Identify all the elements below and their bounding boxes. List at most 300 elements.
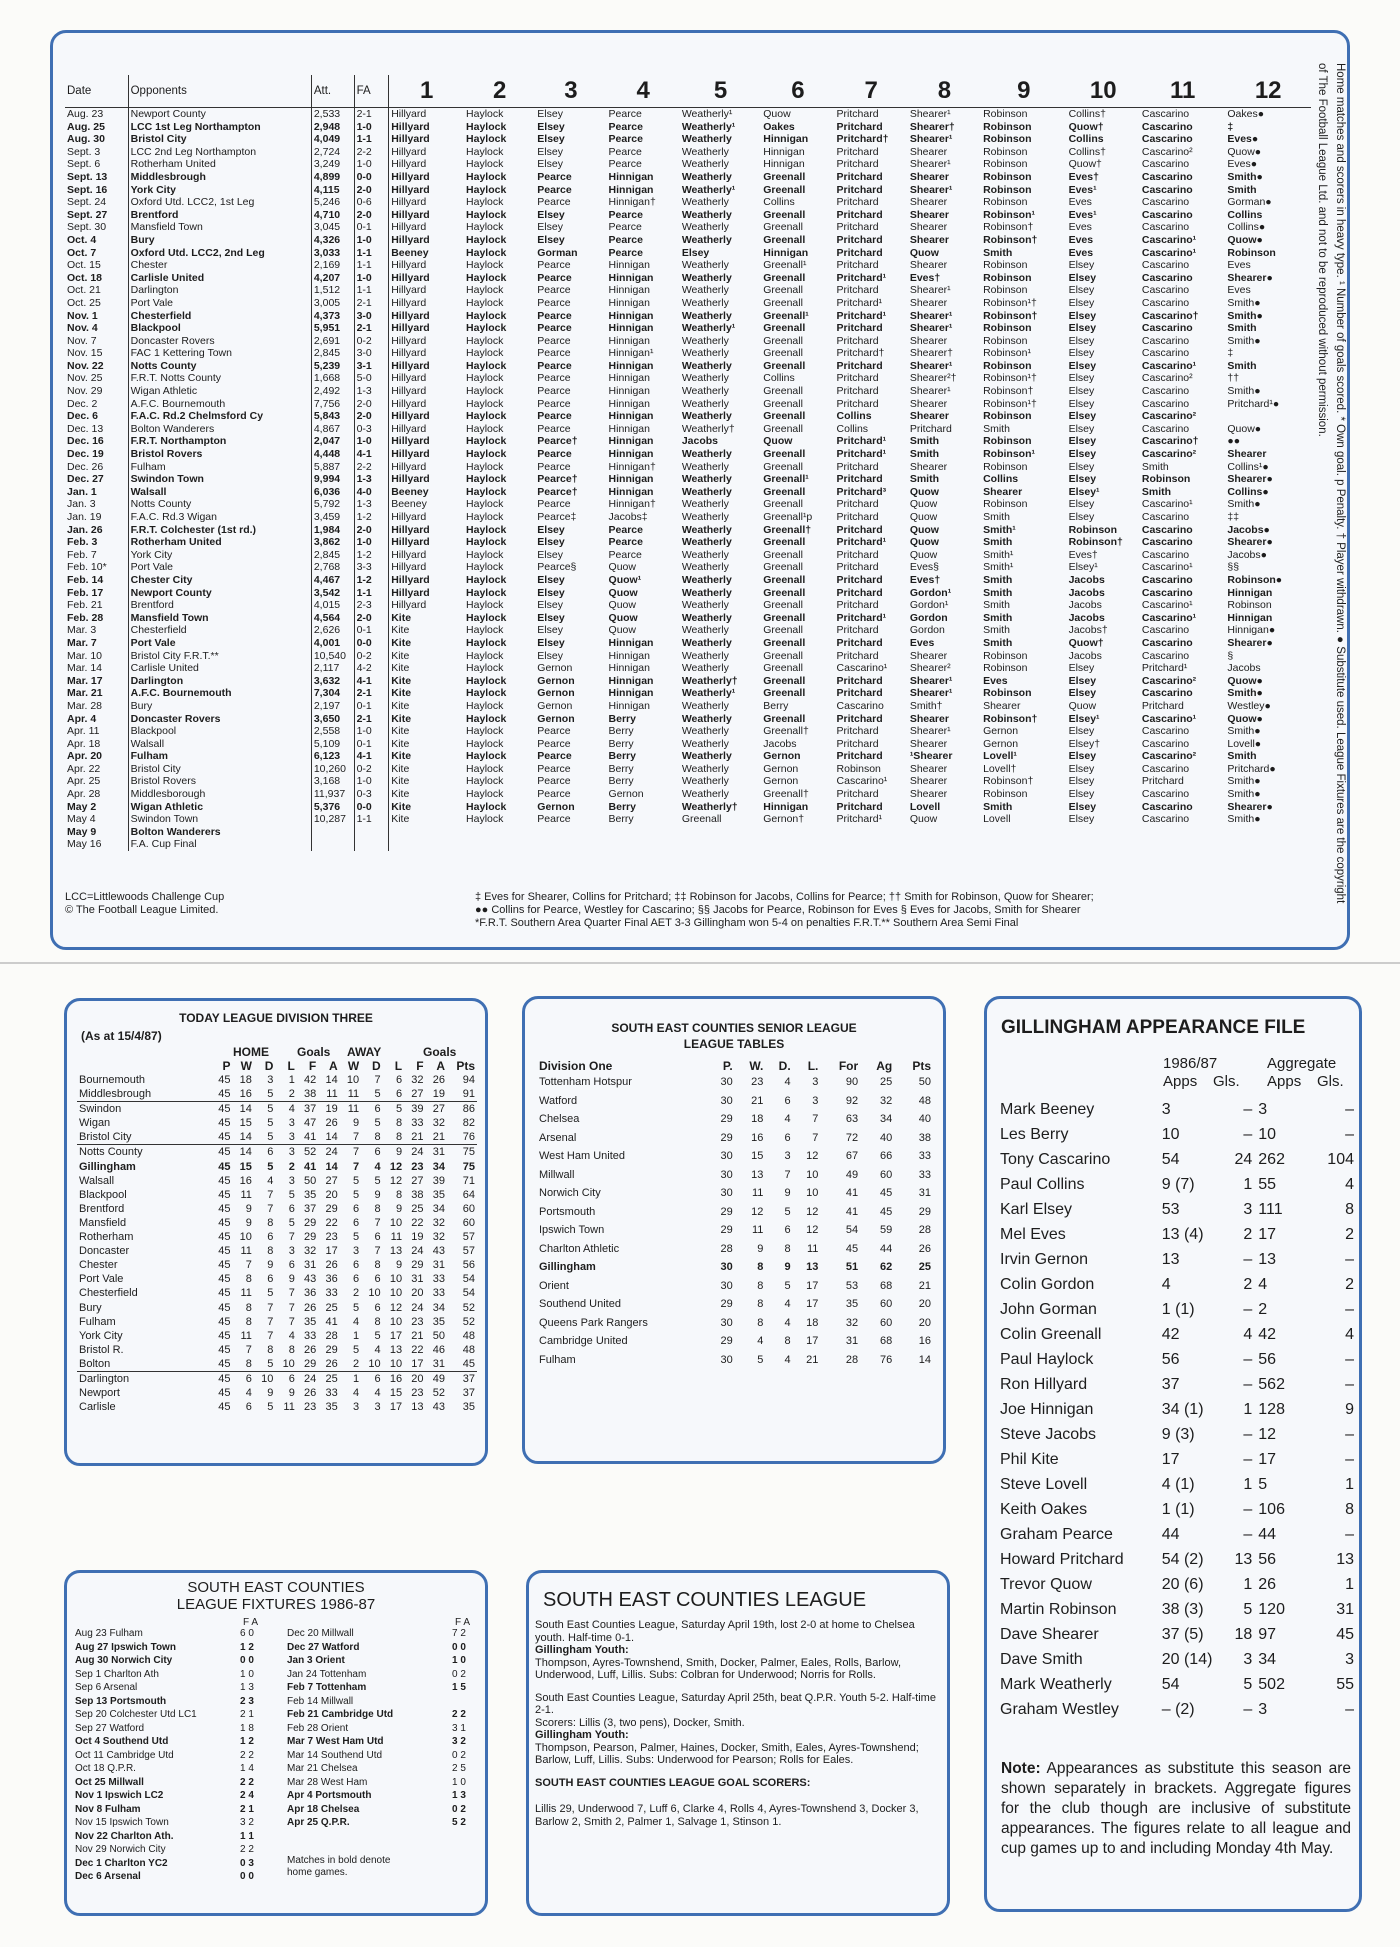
result-row	[65, 574, 1311, 587]
stat-cell: 30	[720, 1187, 733, 1199]
stat-cell: 18	[239, 1074, 252, 1086]
stat-cell: 9	[245, 1202, 252, 1215]
secsl-col: W.	[749, 1059, 764, 1073]
player-cell: Robinson	[983, 284, 1028, 297]
player-cell: Pritchard	[836, 208, 883, 221]
stat-cell: 6	[784, 1094, 791, 1107]
player-cell: Weatherly	[681, 737, 729, 750]
stat-cell: 45	[218, 1117, 231, 1130]
stat-cell: 34	[432, 1301, 445, 1314]
player-cell: Pritchard†	[836, 133, 889, 146]
team-name: Mansfield	[79, 1216, 127, 1229]
match-score: 1-0	[354, 158, 389, 171]
player-cell: Haylock	[466, 397, 504, 410]
player-cell: Kite	[389, 637, 464, 650]
stat-cell: 5	[267, 1287, 274, 1300]
stat-cell: 7	[353, 1160, 360, 1173]
player-cell: Jacobs	[1068, 586, 1105, 599]
match-score: 3-3	[354, 561, 389, 574]
stat-cell: 68	[880, 1335, 893, 1347]
stat-cell: 4	[784, 1113, 791, 1125]
match-score: 3-0	[354, 347, 389, 360]
stat-cell: 1	[353, 1329, 360, 1342]
player-cell: ¹Shearer	[909, 750, 953, 763]
stat-cell: 35	[304, 1188, 317, 1201]
player-cell: Greenall	[763, 573, 806, 586]
div3-title: TODAY LEAGUE DIVISION THREE	[179, 1011, 373, 1025]
appearance-stat: 3	[1243, 1651, 1253, 1668]
app-apps2: Apps	[1267, 1073, 1302, 1090]
sub-note-2: ●● Collins for Pearce, Westley for Cascarino; §§ Jacobs for Pearce, Robinson for Eves § Eves for Jacobs, Smith for Shearer	[475, 904, 1081, 916]
stat-cell: 5	[353, 1343, 360, 1356]
stat-cell: 91	[447, 1087, 477, 1102]
player-cell: Robinson	[983, 498, 1028, 511]
player-cell: Pritchard	[836, 158, 879, 171]
fixtures-panel	[64, 1570, 488, 1916]
page-divider	[0, 962, 1400, 964]
div3-header-row	[77, 1059, 477, 1073]
player-cell: Pearce	[608, 208, 643, 221]
stat-cell: 45	[211, 1087, 232, 1102]
player-cell	[1140, 838, 1226, 851]
appearance-stat: 54 (2)	[1161, 1551, 1204, 1568]
player-cell: Elsey	[537, 536, 565, 549]
stat-cell: 17	[806, 1335, 819, 1347]
match-attendance: 4,207	[311, 272, 354, 285]
result-row	[65, 121, 1311, 134]
match-date: Nov. 29	[67, 385, 103, 398]
appearance-stat: 10	[1161, 1126, 1180, 1143]
stat-cell: 30	[720, 1094, 733, 1107]
match-date: Aug. 30	[67, 133, 105, 146]
player-cell	[761, 838, 834, 851]
player-cell: Robinson†	[983, 233, 1038, 246]
player-cell: Pearce	[537, 183, 572, 196]
player-cell: Gernon	[537, 699, 573, 712]
player-cell: Haylock	[466, 548, 504, 561]
stat-cell: 49	[432, 1372, 445, 1385]
stat-cell: 11	[806, 1242, 819, 1255]
player-cell: Quow	[909, 511, 938, 523]
player-cell: Pritchard	[836, 170, 883, 183]
player-cell: Haylock	[466, 133, 507, 146]
div3-row	[77, 1145, 477, 1160]
stat-cell: 37	[462, 1372, 475, 1385]
secsl-row	[537, 1203, 933, 1222]
player-cell: Pearce	[537, 359, 572, 372]
stat-cell: 52	[462, 1301, 475, 1314]
stat-cell: 35	[304, 1315, 317, 1328]
player-cell: Hillyard	[389, 108, 464, 121]
match-score: 2-0	[354, 184, 389, 197]
player-cell: Hinnigan	[608, 422, 650, 435]
player-cell: Smith●	[1227, 725, 1261, 738]
fixture-score: 0 0	[240, 1655, 254, 1666]
appearance-stat: –	[1345, 1301, 1354, 1318]
result-row	[65, 435, 1311, 448]
match-opponent: Bristol City	[128, 763, 311, 776]
player-cell: Haylock	[466, 611, 507, 624]
player-cell: Weatherly	[681, 233, 732, 246]
player-cell: Greenall	[763, 485, 806, 498]
player-name: Keith Oakes	[1000, 1501, 1088, 1518]
player-cell: Smith	[1227, 359, 1257, 372]
div3-away: AWAY	[347, 1045, 382, 1059]
player-cell: Weatherly	[681, 599, 729, 612]
player-cell: Hillyard	[389, 310, 464, 323]
team-name: Bury	[79, 1301, 102, 1314]
player-cell: Shearer	[983, 699, 1021, 712]
player-cell: Weatherly	[681, 170, 732, 183]
stat-cell: 20	[325, 1188, 338, 1201]
match-date: Dec. 13	[67, 422, 104, 435]
stat-cell: 9	[784, 1261, 791, 1273]
stat-cell: 11	[340, 1087, 361, 1102]
secsl-table	[537, 1059, 933, 1369]
player-cell: Robinson	[983, 460, 1028, 473]
stat-cell: 21	[411, 1329, 424, 1342]
player-cell: Greenall	[763, 536, 806, 549]
match-score: 3-0	[354, 310, 389, 323]
player-cell: Smith●	[1227, 309, 1263, 322]
player-cell: Quow	[1068, 699, 1097, 712]
player-cell: Weatherly	[681, 309, 732, 322]
player-cell: Cascarino	[1141, 221, 1190, 234]
match-attendance: 1,512	[311, 284, 354, 297]
player-cell: Eves	[909, 636, 935, 649]
player-cell: Pritchard	[836, 649, 879, 662]
stat-cell: 10	[389, 1273, 403, 1286]
player-cell: Kite	[389, 662, 464, 675]
match-date: Sept. 16	[67, 183, 108, 196]
stat-cell: 6	[353, 1273, 360, 1286]
team-name: Bristol City	[77, 1130, 211, 1145]
stat-cell: 60	[462, 1202, 475, 1215]
player-cell: Jacobs	[1068, 611, 1105, 624]
secl-para-2: Thompson, Ayres-Townshend, Smith, Docker, Palmer, Eales, Rolls, Barlow, Underwood, Luff, Lillis. Subs: Colbran for Underwood; Norris for Rolls.	[535, 1656, 902, 1681]
result-row	[65, 284, 1311, 297]
appearance-stat: 8	[1345, 1501, 1354, 1518]
player-cell: Haylock	[466, 284, 504, 297]
player-cell: Pritchard	[836, 397, 879, 410]
player-cell: Elsey	[1068, 687, 1097, 700]
player-cell: Robinson	[983, 334, 1028, 347]
fixture-match: Sep 13 Portsmouth	[75, 1695, 167, 1707]
stat-cell: 4	[757, 1335, 764, 1347]
match-score: 1-1	[354, 259, 389, 272]
match-attendance: 2,845	[311, 347, 354, 360]
team-name: Notts County	[79, 1146, 143, 1159]
stat-cell: 27	[432, 1103, 445, 1116]
match-opponent: LCC 1st Leg Northampton	[128, 121, 311, 134]
match-date: Sept. 13	[67, 170, 108, 183]
match-score: 1-0	[354, 121, 389, 134]
player-cell: Shearer¹	[909, 687, 953, 700]
player-cell: Collins	[763, 196, 795, 209]
player-cell: Hinnigan	[608, 296, 650, 309]
player-cell: Pearce	[537, 448, 572, 461]
match-attendance: 5,109	[311, 738, 354, 751]
div3-col: F	[416, 1059, 424, 1073]
player-cell: Hinnigan†	[608, 498, 656, 511]
stat-cell: 28	[918, 1224, 931, 1236]
stat-cell: 45	[218, 1174, 231, 1187]
player-name: Mark Beeney	[1000, 1101, 1095, 1118]
appearance-stat: 1	[1345, 1576, 1354, 1593]
stat-cell: 3	[275, 1130, 296, 1145]
stat-cell: 32	[411, 1074, 424, 1086]
team-name: Chester	[79, 1259, 118, 1272]
player-cell: Collins	[763, 372, 795, 385]
match-attendance: 4,564	[311, 612, 354, 625]
player-cell: Shearer¹	[909, 133, 953, 146]
stat-cell: 44	[880, 1242, 893, 1255]
player-cell: Hinnigan	[608, 359, 654, 372]
match-score: 1-1	[354, 247, 389, 260]
stat-cell: 27	[404, 1087, 425, 1102]
player-cell: Cascarino	[1141, 737, 1190, 750]
fixture-match: Aug 23 Fulham	[75, 1628, 143, 1639]
stat-cell: 29	[720, 1224, 733, 1236]
match-date: May 9	[67, 825, 97, 838]
player-cell: Collins	[983, 473, 1019, 486]
match-date: Jan. 1	[67, 485, 97, 498]
match-attendance	[311, 838, 354, 851]
player-cell: Greenall	[763, 624, 803, 637]
player-cell: Weatherly	[681, 460, 729, 473]
stat-cell: 6	[288, 1202, 295, 1215]
stat-cell: 8	[267, 1343, 274, 1356]
fixtures-note: Matches in bold denote home games.	[287, 1855, 391, 1878]
stat-cell: 17	[806, 1298, 819, 1310]
player-cell: Collins●	[1227, 485, 1269, 498]
player-cell: Kite	[389, 612, 464, 625]
player-name: Ron Hillyard	[1000, 1376, 1088, 1393]
player-cell: Shearer	[909, 233, 949, 246]
player-cell: Pearce	[537, 397, 571, 410]
match-attendance: 6,123	[311, 750, 354, 763]
appearance-stat: 3	[1345, 1651, 1354, 1668]
stat-cell: 4	[374, 1160, 381, 1173]
player-cell: Pritchard	[836, 788, 879, 801]
player-name: Phil Kite	[1000, 1451, 1059, 1468]
player-cell: Elsey	[537, 221, 563, 234]
player-cell: Greenall	[763, 359, 806, 372]
player-cell: Jacobs	[1068, 649, 1102, 662]
match-opponent: Swindon Town	[128, 813, 311, 826]
player-cell: Cascarino	[1141, 624, 1190, 637]
match-attendance: 4,867	[311, 423, 354, 436]
stat-cell: 45	[218, 1273, 231, 1286]
stat-cell: 3	[288, 1117, 295, 1130]
stat-cell: 32	[432, 1231, 445, 1244]
stat-cell: 16	[389, 1372, 403, 1385]
player-cell: Cascarino²	[1141, 448, 1197, 461]
team-name: Charlton Athletic	[539, 1242, 620, 1255]
player-cell: Pritchard	[836, 108, 879, 120]
match-opponent: F.A.C. Rd.3 Wigan	[128, 511, 311, 524]
stat-cell: 31	[304, 1259, 317, 1272]
player-cell: Pearce	[537, 737, 571, 750]
secl-body	[535, 1619, 941, 1828]
player-cell: Weatherly	[681, 775, 729, 788]
appearance-stat: 13	[1161, 1251, 1180, 1268]
match-opponent: Port Vale	[128, 561, 311, 574]
stat-cell: 24	[411, 1245, 424, 1258]
result-row	[65, 637, 1311, 650]
player-cell: Quow	[909, 498, 938, 511]
stat-cell: 45	[211, 1357, 232, 1372]
player-cell: Cascarino	[1141, 511, 1190, 523]
player-cell: Pearce§	[537, 561, 577, 574]
stat-cell: 45	[218, 1188, 231, 1201]
player-cell: Cascarino	[1141, 636, 1193, 649]
player-cell: Smith	[983, 422, 1010, 435]
stat-cell: 1	[288, 1074, 295, 1086]
stat-cell: 45	[845, 1242, 859, 1255]
player-cell: Shearer	[909, 196, 948, 209]
player-cell: Shearer	[909, 762, 948, 775]
player-cell: Weatherly	[681, 561, 729, 574]
player-cell: Berry	[608, 712, 636, 725]
player-cell: Pearce	[537, 410, 572, 423]
fixture-score: 2 2	[240, 1776, 254, 1788]
stat-cell: 45	[218, 1387, 231, 1400]
stat-cell: 56	[462, 1259, 475, 1272]
player-cell: Weatherly	[681, 359, 732, 372]
player-cell: Pearce	[537, 762, 571, 775]
stat-cell: 5	[254, 1087, 275, 1102]
player-cell: Weatherly	[681, 662, 729, 675]
secsl-row	[537, 1277, 933, 1296]
stat-cell: 10	[239, 1231, 252, 1244]
appearance-row	[997, 1447, 1357, 1472]
match-opponent: Wigan Athletic	[128, 801, 311, 814]
player-cell: Hillyard	[389, 372, 464, 385]
player-cell: Quow	[608, 561, 636, 574]
stat-cell: 14	[318, 1130, 339, 1145]
app-apps1: Apps	[1163, 1073, 1198, 1090]
player-name: Irvin Gernon	[1000, 1251, 1089, 1268]
player-cell: Pearce	[537, 284, 571, 297]
stat-cell: 33	[304, 1329, 317, 1342]
fixture-match: Oct 11 Cambridge Utd	[75, 1749, 174, 1761]
result-row	[65, 398, 1311, 411]
match-date: Sept. 24	[67, 196, 107, 209]
match-opponent: Port Vale	[128, 297, 311, 310]
stat-cell: 7	[812, 1131, 819, 1144]
player-cell: Quow	[608, 599, 636, 612]
player-cell: Smith	[983, 599, 1010, 612]
appearance-file-panel	[984, 996, 1362, 1912]
stat-cell: 10	[361, 1357, 382, 1372]
match-date: Dec. 19	[67, 448, 104, 461]
stat-cell: 48	[462, 1343, 475, 1356]
player-cell: Hillyard	[389, 536, 464, 549]
stat-cell: 63	[845, 1113, 859, 1125]
player-name: Colin Gordon	[1000, 1276, 1095, 1293]
match-attendance: 4,467	[311, 574, 354, 587]
match-score: 1-2	[354, 549, 389, 562]
stat-cell: 29	[720, 1298, 733, 1310]
match-score: 2-1	[354, 322, 389, 335]
player-cell: Cascarino†	[1141, 435, 1199, 448]
div3-row	[77, 1315, 477, 1329]
stat-cell: 11	[347, 1103, 360, 1116]
match-opponent: Darlington	[128, 675, 311, 688]
secsl-row	[537, 1110, 933, 1129]
stat-cell: 25	[411, 1202, 424, 1215]
appearance-stat: 104	[1327, 1151, 1354, 1168]
player-cell: Gernon	[537, 687, 575, 700]
player-cell	[535, 838, 606, 851]
player-cell: Pritchard¹	[836, 271, 887, 284]
match-score: 2-0	[354, 209, 389, 222]
secsl-row	[537, 1351, 933, 1370]
stat-cell: 75	[462, 1146, 475, 1159]
appearance-stat: –	[1345, 1101, 1354, 1118]
match-attendance: 3,542	[311, 587, 354, 600]
player-cell: Lovell	[909, 800, 941, 813]
player-cell: Haylock	[466, 485, 507, 498]
player-cell: Robinson	[983, 145, 1028, 158]
secsl-row	[537, 1240, 933, 1259]
stat-cell: 4	[784, 1316, 791, 1329]
appearance-stat: 97	[1258, 1626, 1277, 1643]
player-cell: Hinnigan	[608, 334, 650, 347]
appearance-stat: 2	[1258, 1301, 1268, 1318]
result-row	[65, 322, 1311, 335]
player-cell: Robinson¹	[983, 448, 1035, 461]
player-cell: Kite	[389, 713, 464, 726]
player-cell: Haylock	[466, 296, 504, 309]
team-name: Cambridge United	[539, 1335, 628, 1347]
match-attendance: 2,169	[311, 259, 354, 272]
player-cell: Elsey¹	[1068, 561, 1098, 574]
team-name: Arsenal	[539, 1131, 577, 1144]
appearance-stat: 4 (1)	[1161, 1476, 1195, 1493]
player-cell: Haylock	[466, 158, 504, 171]
match-date: Feb. 3	[67, 536, 98, 549]
fixture-match: Dec 6 Arsenal	[75, 1871, 141, 1882]
stat-cell: 46	[432, 1343, 445, 1356]
appearance-stat: 128	[1258, 1401, 1285, 1418]
player-cell: Elsey	[1068, 322, 1097, 335]
lcc-note: LCC=Littlewoods Challenge Cup	[65, 891, 225, 903]
fixtures-fa-left: F A	[243, 1617, 259, 1628]
result-row	[65, 587, 1311, 600]
match-date: Jan. 26	[67, 523, 103, 536]
appearance-stat: 1 (1)	[1161, 1501, 1195, 1518]
player-cell: Pritchard¹	[836, 611, 887, 624]
appearance-stat: 2	[1345, 1276, 1354, 1293]
fixtures-title: SOUTH EAST COUNTIES	[187, 1579, 365, 1596]
player-cell: Elsey	[1068, 296, 1095, 309]
stat-cell: 76	[880, 1353, 893, 1366]
stat-cell: 7	[288, 1231, 295, 1244]
player-cell: Berry	[763, 699, 789, 712]
player-cell: Hillyard	[389, 335, 464, 348]
player-cell	[680, 838, 761, 851]
player-cell: Hinnigan¹	[608, 347, 654, 360]
fixture-match: Nov 1 Ipswich LC2	[75, 1790, 164, 1801]
player-cell: Greenall	[763, 334, 803, 347]
match-date: Oct. 25	[67, 296, 101, 309]
result-row	[65, 549, 1311, 562]
player-cell: Greenall	[763, 347, 803, 360]
stat-cell: 17	[389, 1329, 403, 1342]
player-cell: Quow	[909, 536, 939, 549]
